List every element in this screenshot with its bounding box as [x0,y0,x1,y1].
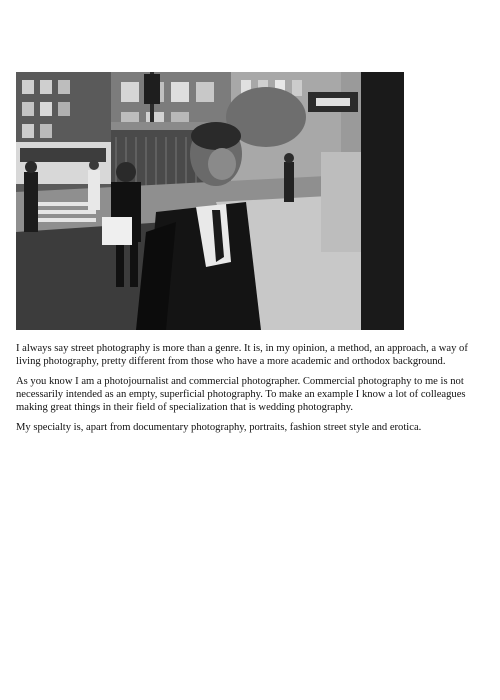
paragraph-2: As you know I am a photojournalist and commercial photographer. Commercial photography to me is not necessarily intended as an empty, superficial photography. To make an example I know a lot of colleagues making great things in their field of specialization that is wedding photography. [16,376,466,413]
street-photograph-image [16,72,404,330]
paragraph-1: I always say street photography is more than a genre. It is, in my opinion, a method, an approach, a way of living photography, pretty different from those who have a more academic and orthodox background. [16,343,468,367]
paragraph-3: My specialty is, apart from documentary photography, portraits, fashion street style and erotica. [16,422,422,433]
article-body [16,342,484,441]
street-photograph [16,72,404,330]
